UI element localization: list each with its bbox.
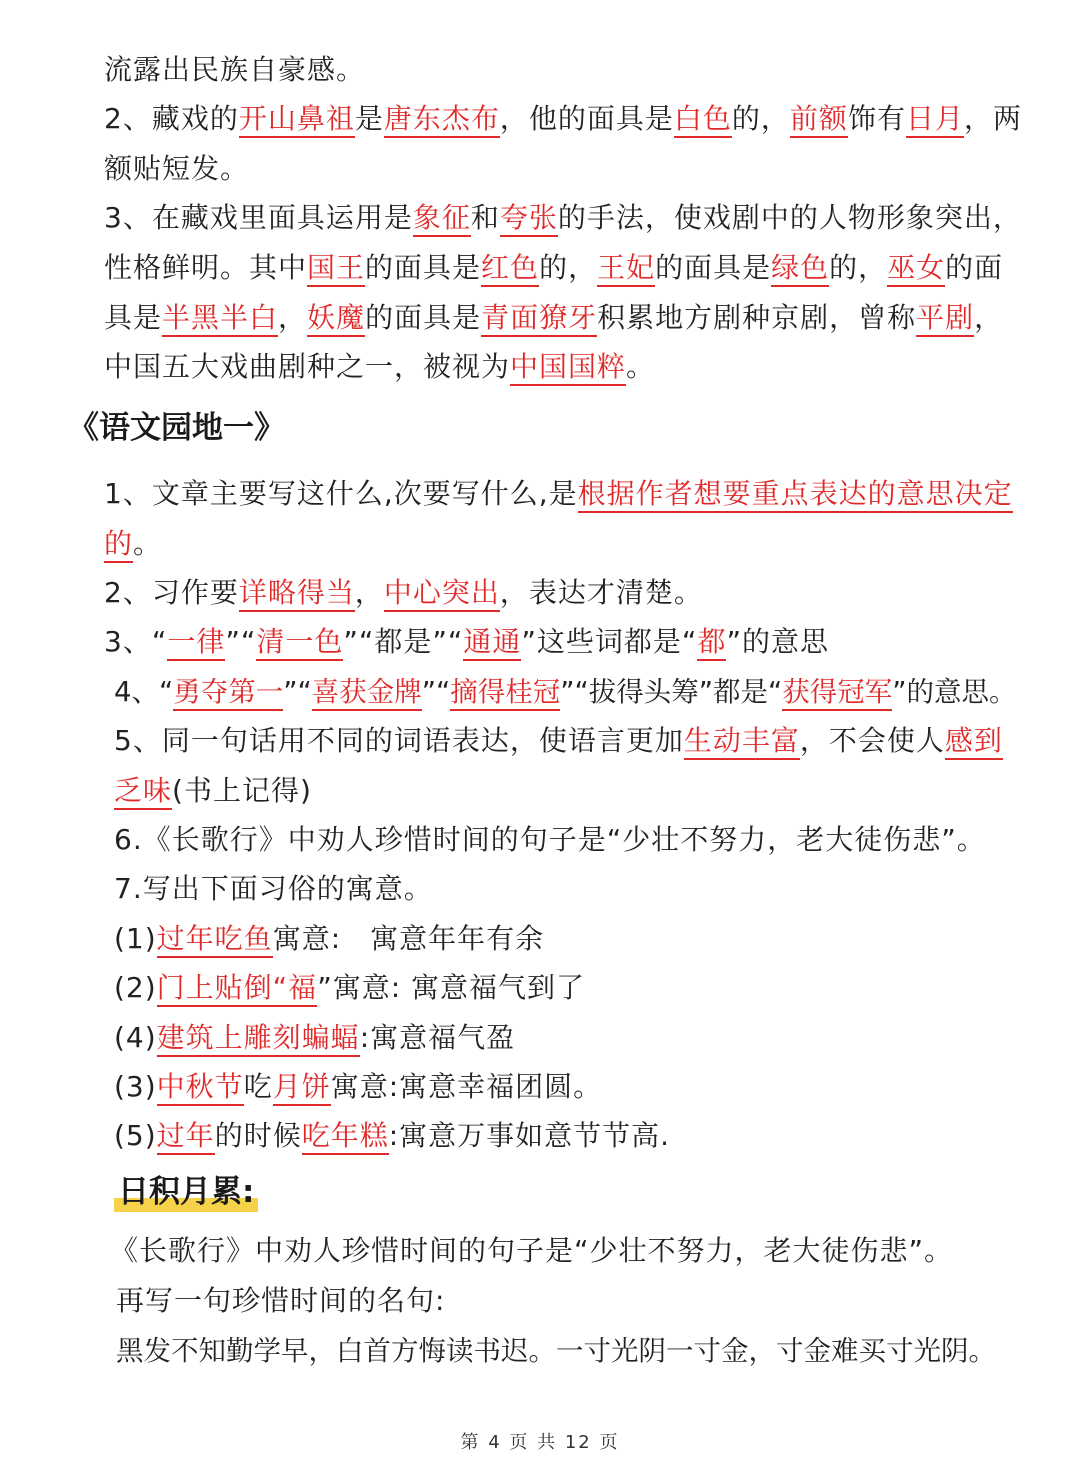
garden-item-1-a: 1、文章主要写这什么,次要写什么,是根据作者想要重点表达的意思决定 (104, 476, 1013, 512)
garden-item-5-a: 5、同一句话用不同的词语表达，使语言更加生动丰富，不会使人感到 (114, 723, 1003, 759)
highlight-detail: 详略得当 (239, 576, 355, 612)
custom-item-1: (1)过年吃鱼寓意: 寓意年年有余 (114, 921, 544, 957)
garden-item-3: 3、“一律”“清一色”“都是”“通通”这些词都是“都”的意思 (104, 624, 829, 660)
highlight-forehead: 前额 (790, 102, 848, 138)
garden-item-1-b: 的。 (104, 526, 162, 562)
garden-item-2: 2、习作要详略得当，中心突出，表达才清楚。 (104, 575, 703, 611)
highlight-queen: 王妃 (597, 251, 655, 287)
highlight-demon: 妖魔 (307, 301, 365, 337)
highlight-pingju: 平剧 (916, 301, 974, 337)
page-number-footer: 第 4 页 共 12 页 (460, 1432, 620, 1453)
daily-line-1: 《长歌行》中劝人珍惜时间的句子是“少壮不努力，老大徒伤悲”。 (110, 1234, 954, 1267)
custom-item-4: (3)中秋节吃月饼寓意:寓意幸福团圆。 (114, 1069, 602, 1105)
garden-item-6: 6.《长歌行》中劝人珍惜时间的句子是“少壮不努力，老大徒伤悲”。 (114, 823, 986, 856)
custom-item-3: (4)建筑上雕刻蝙蝠:寓意福气盈 (114, 1020, 515, 1056)
item-2-line: 2、藏戏的开山鼻祖是唐东杰布，他的面具是白色的，前额饰有日月，两 (104, 101, 1022, 137)
garden-item-7: 7.写出下面习俗的寓意。 (114, 872, 433, 905)
custom-item-2: (2)门上贴倒“福”寓意: 寓意福气到了 (114, 970, 585, 1006)
highlight-sun-moon: 日月 (906, 102, 964, 138)
highlight-exaggerate: 夸张 (500, 201, 558, 237)
highlight-decided: 根据作者想要重点表达的意思决定 (578, 477, 1013, 513)
highlight-quintessence: 中国国粹 (510, 350, 626, 386)
item-3-line-a: 3、在藏戏里面具运用是象征和夸张的手法，使戏剧中的人物形象突出， (104, 200, 1022, 236)
highlight-half-black: 半黑半白 (162, 301, 278, 337)
highlight-green: 绿色 (771, 251, 829, 287)
highlight-founder: 开山鼻祖 (239, 102, 355, 138)
highlight-name: 唐东杰布 (384, 102, 500, 138)
highlight-king: 国王 (307, 251, 365, 287)
section-heading-daily: 日积月累: (114, 1172, 258, 1212)
daily-line-2: 再写一句珍惜时间的名句: (116, 1284, 446, 1317)
garden-item-5-b: 乏味(书上记得) (114, 773, 312, 809)
highlight-witch: 巫女 (887, 251, 945, 287)
highlight-white: 白色 (674, 102, 732, 138)
highlight-symbol: 象征 (413, 201, 471, 237)
item-3-line-c: 具是半黑半白，妖魔的面具是青面獠牙积累地方剧种京剧，曾称平剧， (104, 300, 1003, 336)
daily-line-3: 黑发不知勤学早，白首方悔读书迟。一寸光阴一寸金，寸金难买寸光阴。 (116, 1335, 996, 1367)
garden-item-4: 4、“勇夺第一”“喜获金牌”“摘得桂冠”“拔得头筹”都是“获得冠军”的意思。 (114, 674, 1017, 710)
section-heading-garden: 《语文园地一》 (68, 410, 285, 446)
custom-item-5: (5)过年的时候吃年糕:寓意万事如意节节高. (114, 1118, 670, 1154)
item-3-line-b: 性格鲜明。其中国王的面具是红色的，王妃的面具是绿色的，巫女的面 (104, 250, 1003, 286)
highlight-center: 中心突出 (384, 576, 500, 612)
text-line: 流露出民族自豪感。 (104, 53, 366, 86)
item-3-line-d: 中国五大戏曲剧种之一，被视为中国国粹。 (104, 349, 655, 385)
highlight-fangs: 青面獠牙 (481, 301, 597, 337)
highlight-red: 红色 (481, 251, 539, 287)
text-line: 额贴短发。 (104, 152, 250, 185)
